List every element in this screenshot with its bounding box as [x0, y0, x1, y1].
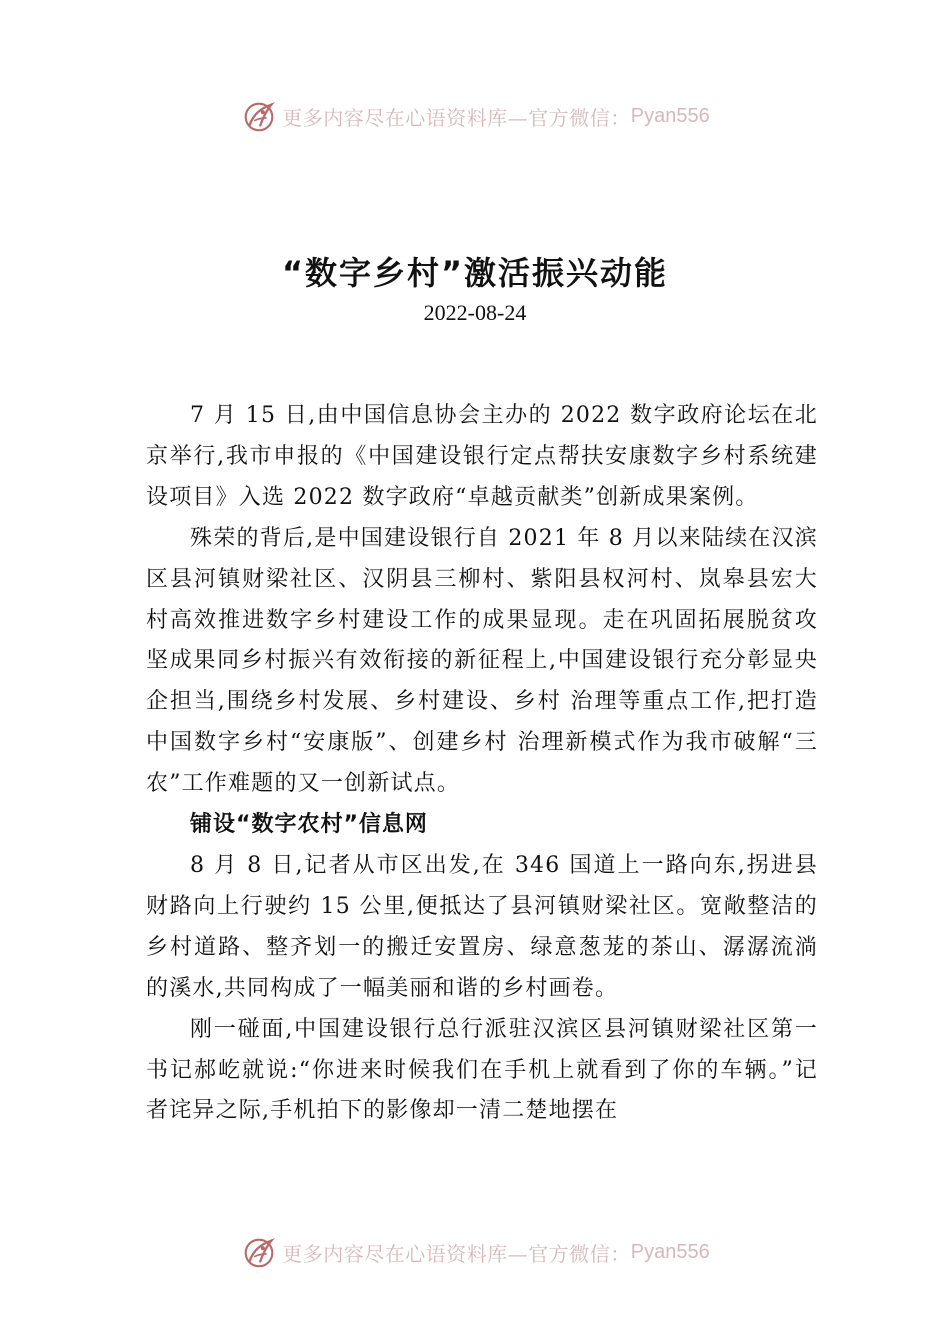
paragraph: 刚一碰面,中国建设银行总行派驻汉滨区县河镇财梁社区第一书记郝屹就说:“你进来时候我们在手机上就看到了你的车辆。”记者诧异之际,手机拍下的影像却一清二楚地摆在	[146, 1016, 818, 1124]
paragraph: 8 月 8 日,记者从市区出发,在 346 国道上一路向东,拐进县财路向上行驶约 15 公里,便抵达了县河镇财梁社区。宽敞整洁的乡村道路、整齐划一的搬迁安置房、绿意葱茏的茶山、潺潺流淌的溪水,共同构成了一幅美丽和谐的乡村画卷。	[146, 852, 818, 1001]
article-date: 2022-08-24	[423, 300, 527, 325]
watermark-text: 更多内容尽在心语资料库—官方微信：	[282, 1241, 631, 1266]
watermark-wechat-id: Pyan556	[630, 1240, 710, 1263]
article-body	[146, 396, 818, 1132]
watermark-text: 更多内容尽在心语资料库—官方微信：	[282, 105, 631, 130]
watermark-footer	[0, 1230, 950, 1274]
section-subheading: 铺设“数字农村”信息网	[190, 812, 428, 838]
watermark-header	[0, 94, 950, 138]
paragraph: 殊荣的背后,是中国建设银行自 2021 年 8 月以来陆续在汉滨区县河镇财梁社区、汉阴县三柳村、紫阳县权河村、岚皋县宏大村高效推进数字乡村建设工作的成果显现。走在巩固拓展脱贫攻坚成果同乡村振兴有效衔接的新征程上,中国建设银行充分彰显央企担当,围绕乡村发展、乡村建设、乡村 治理等重点工作,把打造中国数字乡村“安康版”、创建乡村 治理新模式作为我市破解“三农”工作难题的又一创新试点。	[146, 525, 818, 797]
watermark-wechat-id: Pyan556	[630, 104, 710, 127]
library-logo-icon	[240, 1233, 278, 1271]
article-title: “数字乡村”激活振兴动能	[281, 254, 669, 292]
library-logo-icon	[240, 97, 278, 135]
paragraph: 7 月 15 日,由中国信息协会主办的 2022 数字政府论坛在北京举行,我市申报的《中国建设银行定点帮扶安康数字乡村系统建设项目》入选 2022 数字政府“卓越贡献类”创新成果案例。	[146, 403, 818, 510]
